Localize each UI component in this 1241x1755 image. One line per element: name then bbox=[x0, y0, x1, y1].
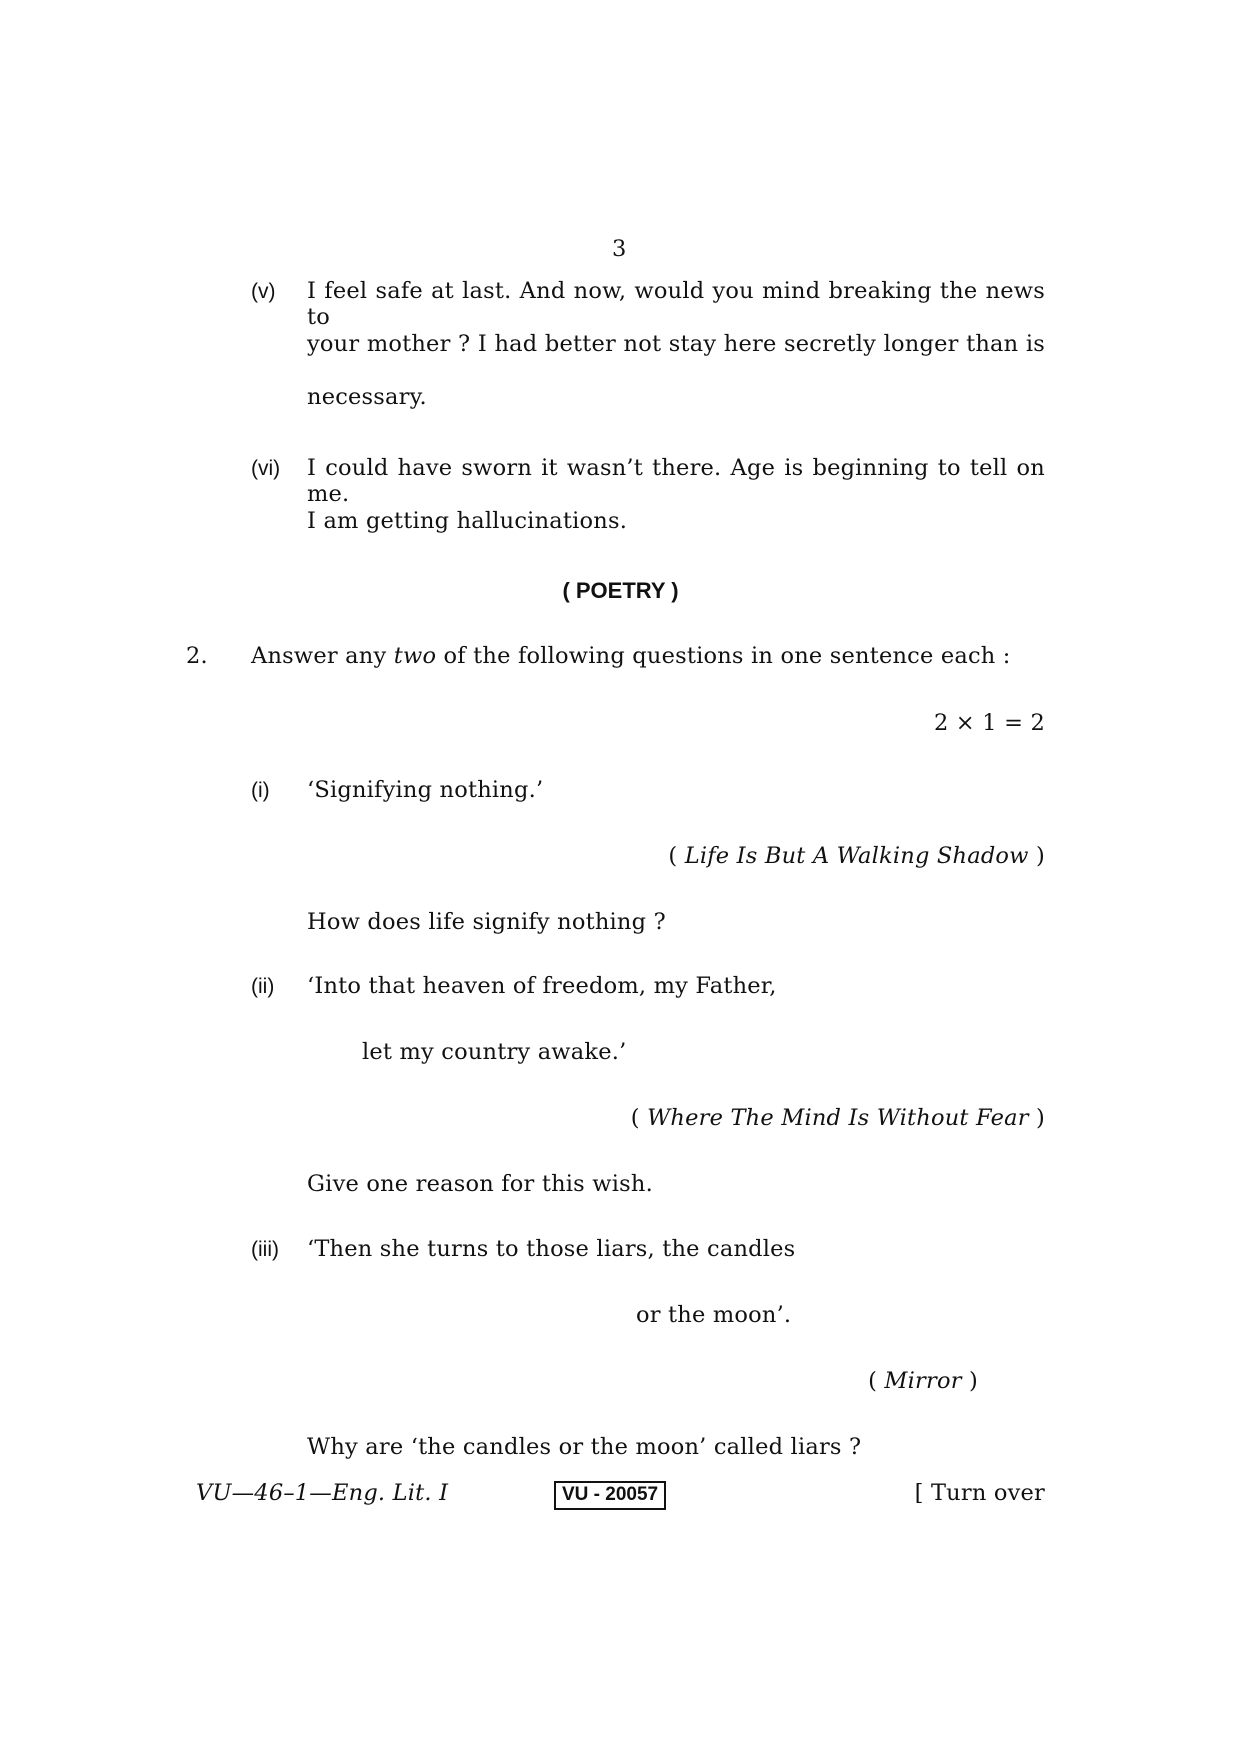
source-close: ) bbox=[961, 1368, 978, 1394]
q2-iii-quote-2: or the moon’. bbox=[636, 1302, 792, 1328]
instruction-emphasis: two bbox=[393, 643, 437, 669]
q2-label-iii: (iii) bbox=[251, 1238, 279, 1261]
marks: 2 × 1 = 2 bbox=[933, 710, 1045, 736]
source-title: Life Is But A Walking Shadow bbox=[684, 843, 1029, 869]
item-vi-line-2: I am getting hallucinations. bbox=[307, 508, 628, 534]
q2-ii-quote-2: let my country awake.’ bbox=[362, 1039, 627, 1065]
q2-label-ii: (ii) bbox=[251, 975, 275, 998]
q2-iii-source bbox=[868, 1368, 978, 1394]
source-open: ( bbox=[868, 1368, 885, 1394]
instruction-part-1: Answer any bbox=[251, 643, 394, 669]
q2-iii-quote-1: ‘Then she turns to those liars, the candles bbox=[307, 1236, 796, 1262]
item-v-line-3: necessary. bbox=[307, 384, 427, 410]
source-close: ) bbox=[1028, 1105, 1045, 1131]
item-label-vi: (vi) bbox=[251, 457, 281, 480]
q2-i-source bbox=[668, 843, 1045, 869]
footer-turn-over: [ Turn over bbox=[914, 1480, 1045, 1506]
section-heading: ( POETRY ) bbox=[562, 578, 679, 603]
question-number: 2. bbox=[186, 643, 208, 669]
source-title: Mirror bbox=[884, 1368, 962, 1394]
source-open: ( bbox=[630, 1105, 648, 1131]
q2-iii-question: Why are ‘the candles or the moon’ called liars ? bbox=[307, 1434, 862, 1460]
q2-ii-quote-1: ‘Into that heaven of freedom, my Father, bbox=[307, 973, 777, 999]
footer-serial-box: VU - 20057 bbox=[554, 1481, 666, 1510]
source-close: ) bbox=[1028, 843, 1045, 869]
item-label-v: (v) bbox=[251, 280, 276, 303]
source-title: Where The Mind Is Without Fear bbox=[647, 1105, 1029, 1131]
item-v-line-1: I feel safe at last. And now, would you mind breaking the news to bbox=[307, 278, 1045, 330]
q2-label-i: (i) bbox=[251, 779, 270, 802]
q2-i-question: How does life signify nothing ? bbox=[307, 909, 666, 935]
q2-i-quote: ‘Signifying nothing.’ bbox=[307, 777, 544, 803]
q2-ii-question: Give one reason for this wish. bbox=[307, 1171, 653, 1197]
item-v-line-2: your mother ? I had better not stay here secretly longer than is bbox=[307, 331, 1045, 357]
q2-ii-source bbox=[631, 1105, 1045, 1131]
page-number: 3 bbox=[612, 236, 627, 262]
question-instruction bbox=[251, 643, 1011, 669]
item-vi-line-1: I could have sworn it wasn’t there. Age is beginning to tell on me. bbox=[307, 455, 1045, 507]
source-open: ( bbox=[668, 843, 685, 869]
instruction-part-2: of the following questions in one sentence each : bbox=[436, 643, 1011, 669]
footer-paper-code: VU—46–1—Eng. Lit. I bbox=[196, 1480, 449, 1506]
